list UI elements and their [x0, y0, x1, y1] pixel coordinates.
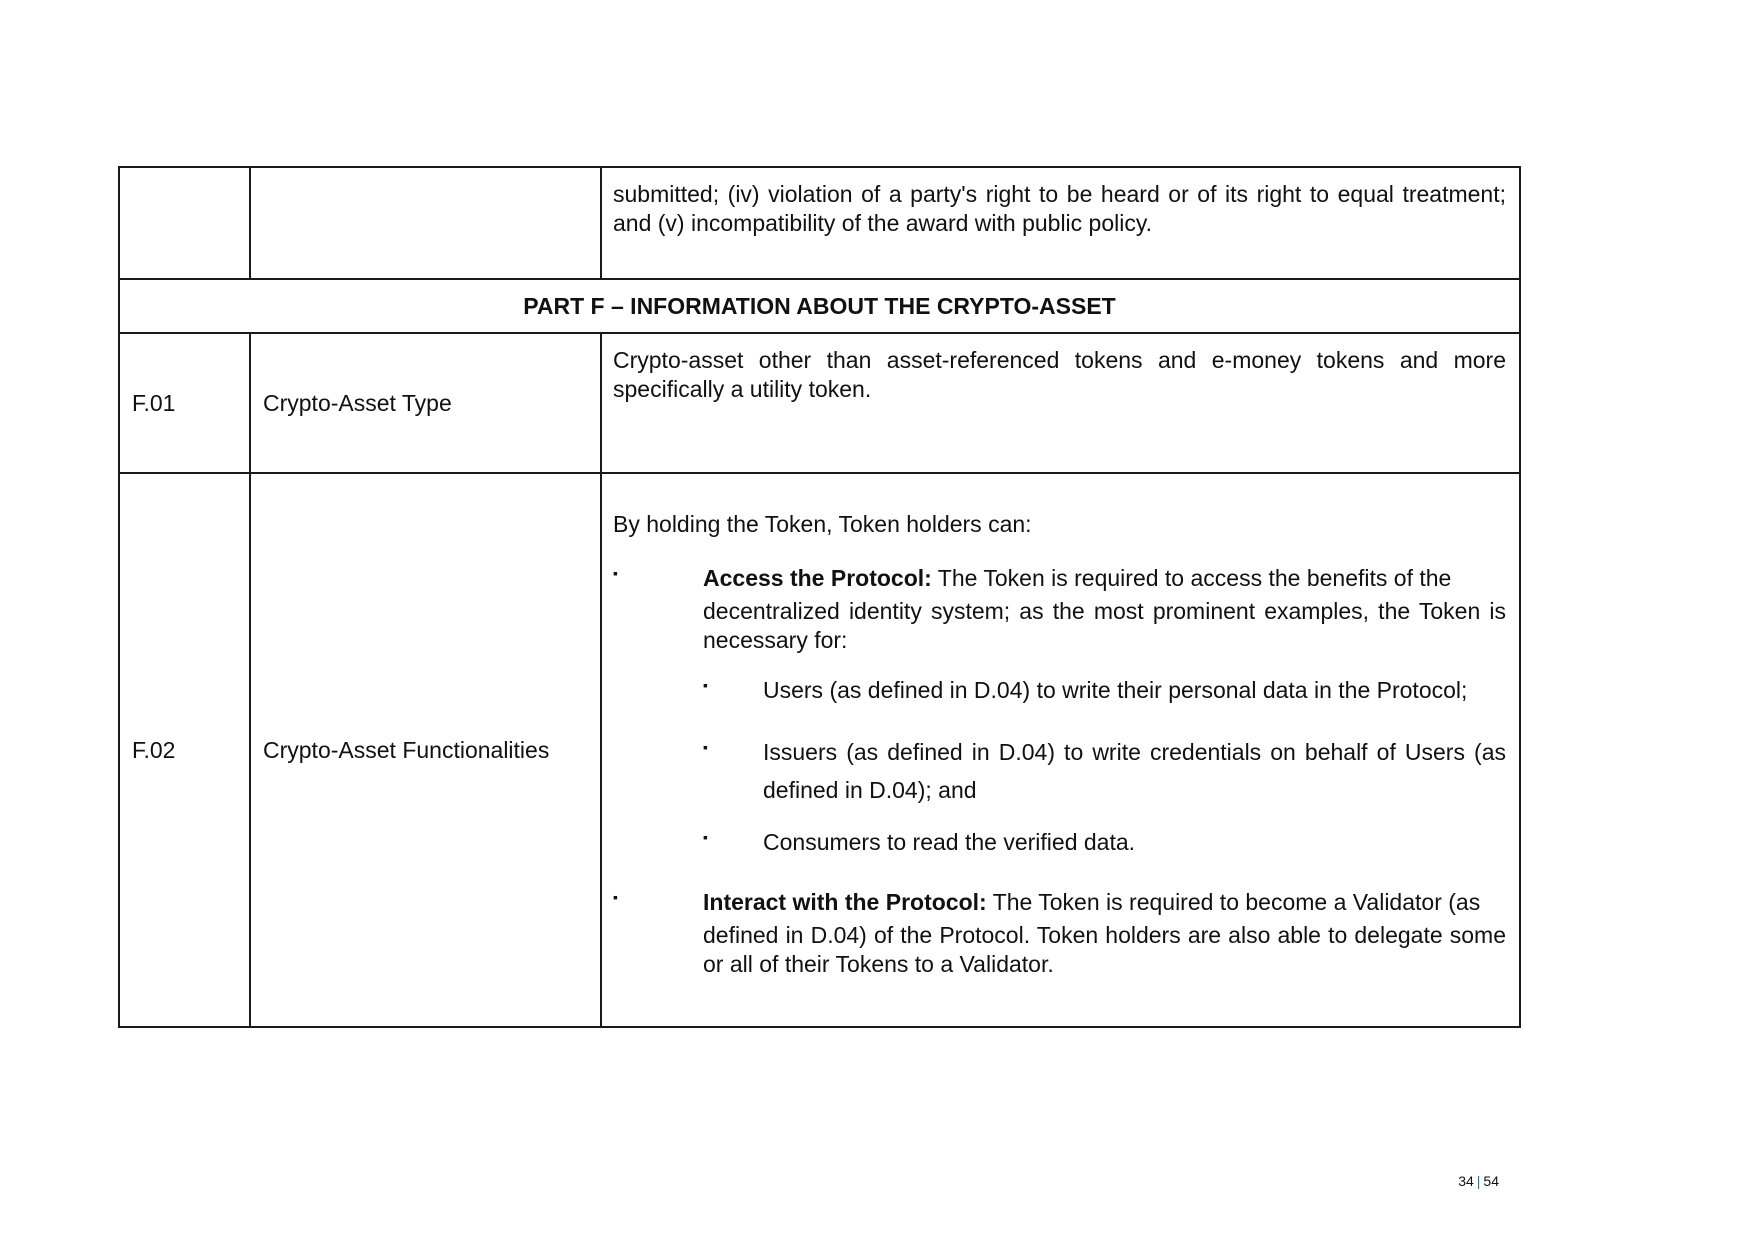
table-row	[119, 333, 1520, 473]
page-current: 34	[1458, 1173, 1474, 1189]
page-number	[1458, 1173, 1499, 1189]
sub-item-text: Consumers to read the verified data.	[763, 829, 1136, 855]
section-header: PART F – INFORMATION ABOUT THE CRYPTO-ASSET	[119, 279, 1520, 333]
table-row	[119, 167, 1520, 279]
square-bullet-icon: ▪	[613, 889, 618, 905]
row-text-cell	[601, 473, 1520, 1027]
list-item	[703, 671, 1506, 709]
list-item	[613, 883, 1506, 979]
row-code-cell	[119, 167, 250, 279]
row-label-cell: Crypto-Asset Type	[250, 333, 601, 473]
square-bullet-icon: ▪	[703, 829, 708, 845]
square-bullet-icon: ▪	[703, 739, 708, 755]
continued-text: submitted; (iv) violation of a party's right to be heard or of its right to equal treatment; and (v) incompatibility of the award with public policy.	[613, 181, 1506, 236]
access-protocol-title: Access the Protocol:	[703, 565, 932, 591]
crypto-asset-type-text: Crypto-asset other than asset-referenced tokens and e-money tokens and more specifically a utility token.	[613, 347, 1506, 402]
row-label-cell	[250, 167, 601, 279]
sub-item-text: Issuers (as defined in D.04) to write credentials on behalf of Users (as defined in D.04); and	[763, 739, 1506, 803]
sub-item-text: Users (as defined in D.04) to write their personal data in the Protocol;	[763, 677, 1468, 703]
interact-protocol-text: The Token is required to become a Validator (as	[986, 889, 1481, 915]
table-row	[119, 473, 1520, 1027]
list-item	[703, 823, 1506, 861]
row-code-cell: F.01	[119, 333, 250, 473]
access-protocol-text: The Token is required to access the benefits of the	[931, 565, 1452, 591]
access-protocol-text-continued: decentralized identity system; as the most prominent examples, the Token is necessary for:	[703, 598, 1506, 653]
row-text-cell	[601, 167, 1520, 279]
row-code-cell: F.02	[119, 473, 250, 1027]
square-bullet-icon: ▪	[703, 677, 708, 693]
section-header-row	[119, 279, 1520, 333]
list-item	[703, 733, 1506, 809]
functionalities-intro: By holding the Token, Token holders can:	[613, 511, 1032, 537]
row-text-cell	[601, 333, 1520, 473]
row-label-cell: Crypto-Asset Functionalities	[250, 473, 601, 1027]
page-total: 54	[1483, 1173, 1499, 1189]
page-separator: |	[1476, 1173, 1481, 1189]
list-item	[613, 559, 1506, 655]
document-table	[118, 166, 1521, 1028]
interact-protocol-title: Interact with the Protocol:	[703, 889, 987, 915]
square-bullet-icon: ▪	[613, 565, 618, 581]
interact-protocol-text-continued: defined in D.04) of the Protocol. Token holders are also able to delegate some or all of their Tokens to a Validator.	[703, 922, 1506, 977]
